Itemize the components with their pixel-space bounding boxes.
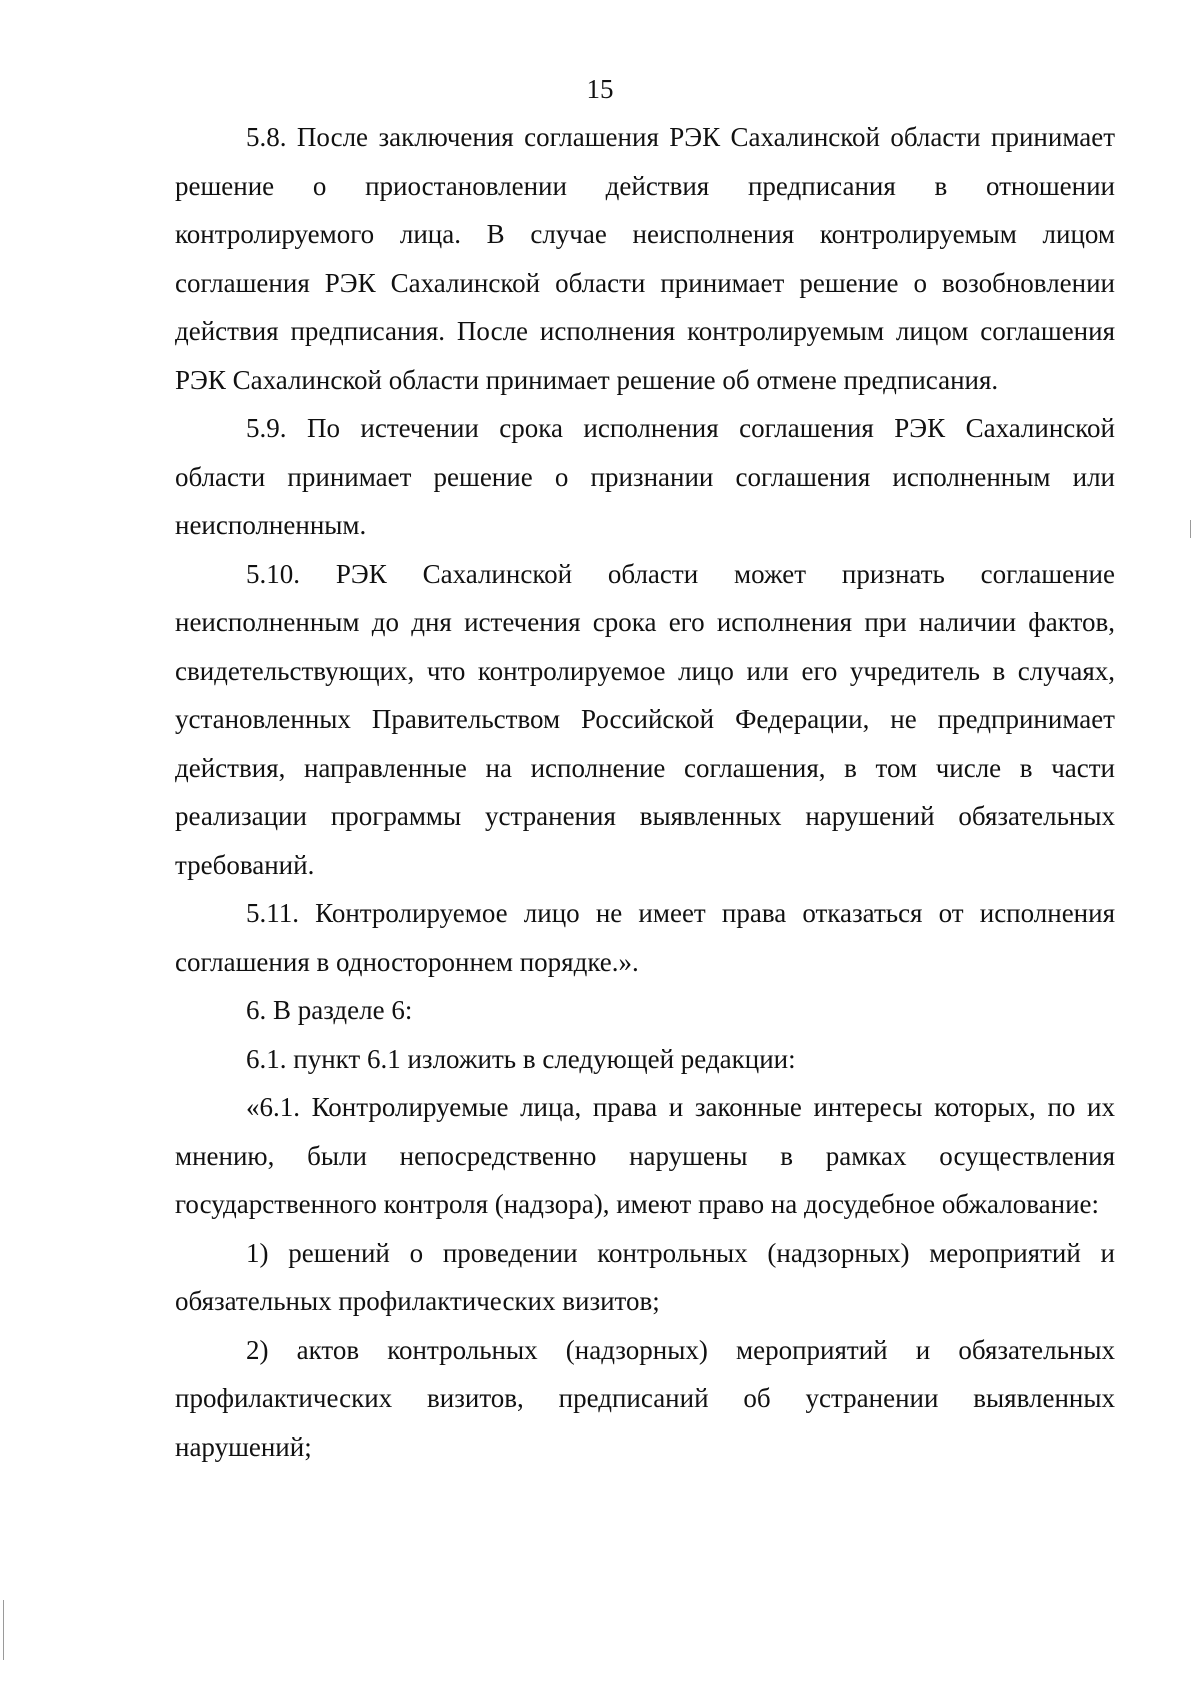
- paragraph-5-10: 5.10. РЭК Сахалинской области может признать соглашение неисполненным до дня истечения срока его исполнения при наличии фактов, свидетельствующих, что контролируемое лицо или его учредитель в случаях, установленных Правительством Российской Федерации, не предпринимает действия, направленные на исполнение соглашения, в том числе в части реализации программы устранения выявленных нарушений обязательных требований.: [175, 558, 1115, 880]
- page-number: 15: [586, 74, 614, 104]
- paragraph-6-1: 6.1. пункт 6.1 изложить в следующей редакции:: [246, 1043, 796, 1074]
- scan-artifact: [1190, 520, 1191, 538]
- paragraph-6-1-quote: «6.1. Контролируемые лица, права и законные интересы которых, по их мнению, были непосредственно нарушены в рамках осуществления государственного контроля (надзора), имеют право на досудебное обжалование:: [175, 1092, 1115, 1219]
- list-item-1: 1) решений о проведении контрольных (надзорных) мероприятий и обязательных профилактических визитов;: [175, 1237, 1115, 1316]
- paragraph-5-11: 5.11. Контролируемое лицо не имеет права отказаться от исполнения соглашения в одностороннем порядке.».: [175, 898, 1115, 977]
- paragraph-5-9: 5.9. По истечении срока исполнения соглашения РЭК Сахалинской области принимает решение о признании соглашения исполненным или неисполненным.: [175, 413, 1115, 540]
- document-body: [175, 113, 1115, 1471]
- paragraph-6: 6. В разделе 6:: [246, 995, 413, 1025]
- paragraph-5-8: 5.8. После заключения соглашения РЭК Сахалинской области принимает решение о приостановлении действия предписания в отношении контролируемого лица. В случае неисполнения контролируемым лицом соглашения РЭК Сахалинской области принимает решение о возобновлении действия предписания. После исполнения контролируемым лицом соглашения РЭК Сахалинской области принимает решение об отмене предписания.: [175, 122, 1115, 395]
- scan-artifact: [3, 1600, 4, 1660]
- list-item-2: 2) актов контрольных (надзорных) мероприятий и обязательных профилактических визитов, предписаний об устранении выявленных нарушений;: [175, 1334, 1115, 1462]
